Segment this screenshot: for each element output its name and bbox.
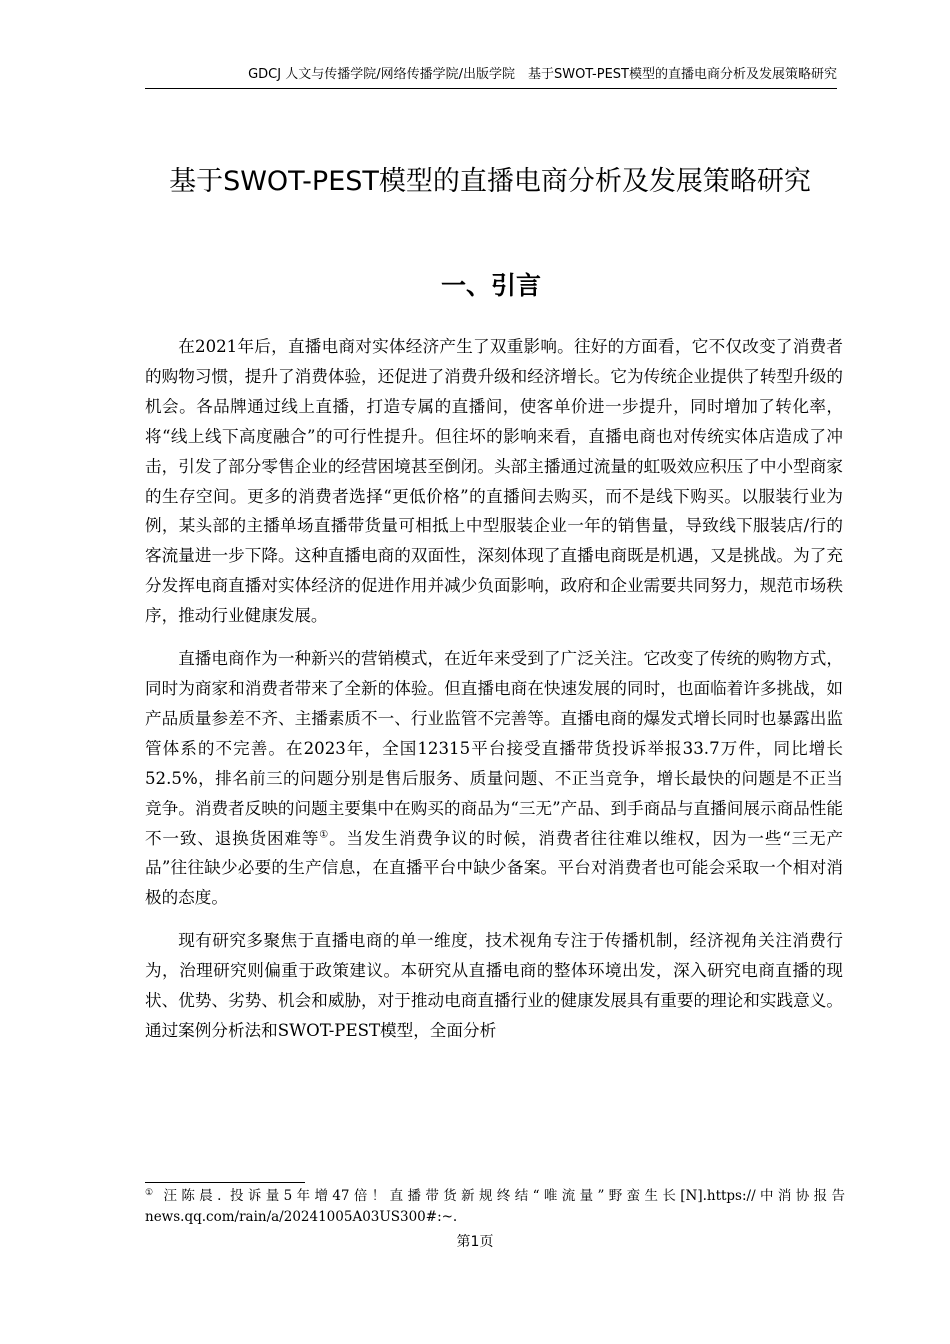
footnote-marker: ① xyxy=(145,1187,158,1198)
paragraph-2: 直播电商作为一种新兴的营销模式，在近年来受到了广泛关注。它改变了传统的购物方式，同时为商家和消费者带来了全新的体验。但直播电商在快速发展的同时，也面临着许多挑战，如产品质量参差不齐、主播素质不一、行业监管不完善等。直播电商的爆发式增长同时也暴露出监管体系的不完善。在2023年，全国12315平台接受直播带货投诉举报33.7万件，同比增长52.5%，排名前三的问题分别是售后服务、质量问题、不正当竞争，增长最快的问题是不正当竞争。消费者反映的问题主要集中在购买的商品为“三无”产品、到手商品与直播间展示商品性能不一致、退换货困难等①。当发生消费争议的时候，消费者往往难以维权，因为一些“三无产品”往往缺少必要的生产信息，在直播平台中缺少备案。平台对消费者也可能会采取一个相对消极的态度。 xyxy=(145,649,844,908)
body-text xyxy=(145,332,843,1046)
section-heading: 一、引言 xyxy=(440,271,541,300)
footnote-rule xyxy=(145,1182,305,1183)
footnote-reference[interactable]: ① xyxy=(319,828,330,840)
paragraph-1: 在2021年后，直播电商对实体经济产生了双重影响。往好的方面看，它不仅改变了消费者的购物习惯，提升了消费体验，还促进了消费升级和经济增长。它为传统企业提供了转型升级的机会。各品牌通过线上直播，打造专属的直播间，使客单价进一步提升，同时增加了转化率，将“线上线下高度融合”的可行性提升。但往坏的影响来看，直播电商也对传统实体店造成了冲击，引发了部分零售企业的经营困境甚至倒闭。头部主播通过流量的虹吸效应积压了中小型商家的生存空间。更多的消费者选择“更低价格”的直播间去购买，而不是线下购买。以服装行业为例，某头部的主播单场直播带货量可相抵上中型服装企业一年的销售量，导致线下服装店/行的客流量进一步下降。这种直播电商的双面性，深刻体现了直播电商既是机遇，又是挑战。为了充分发挥电商直播对实体经济的促进作用并减少负面影响，政府和企业需要共同努力，规范市场秩序，推动行业健康发展。 xyxy=(145,337,843,626)
paragraph-3: 现有研究多聚焦于直播电商的单一维度，技术视角专注于传播机制，经济视角关注消费行为，治理研究则偏重于政策建议。本研究从直播电商的整体环境出发，深入研究电商直播的现状、优势、劣势、机会和威胁，对于推动电商直播行业的健康发展具有重要的理论和实践意义。通过案例分析法和SWOT-PEST模型，全面分析 xyxy=(145,931,843,1040)
paragraph-2-text: 直播电商作为一种新兴的营销模式，在近年来受到了广泛关注。它改变了传统的购物方式，同时为商家和消费者带来了全新的体验。但直播电商在快速发展的同时，也面临着许多挑战，如产品质量参差不齐、主播素质不一、行业监管不完善等。直播电商的爆发式增长同时也暴露出监管体系的不完善。在2023年，全国12315平台接受直播带货投诉举报33.7万件，同比增长52.5%，排名前三的问题分别是售后服务、质量问题、不正当竞争，增长最快的问题是不正当竞争。消费者反映的问题主要集中在购买的商品为“三无”产品、到手商品与直播间展示商品性能不一致、退换货困难等 xyxy=(145,649,843,848)
footnote-text: 汪陈晨. 投诉量5年增47倍！直播带货新规终结“唯流量”野蛮生长[N].https://中消协报告news.qq.com/rain/a/20241005A03US300#:~. xyxy=(145,1188,845,1225)
running-header: GDCJ 人文与传播学院/网络传播学院/出版学院 基于SWOT-PEST模型的直播电商分析及发展策略研究 xyxy=(248,67,837,82)
header-rule xyxy=(145,88,837,89)
page-number: 第1页 xyxy=(456,1234,494,1250)
paragraph-2-continuation: 当发生消费争议的时候，消费者往往难以维权，因为一些“三无产品”往往缺少必要的生产信息，在直播平台中缺少备案。平台对消费者也可能会采取一个相对消极的态度。 xyxy=(145,828,844,908)
footnote xyxy=(145,1186,845,1228)
paper-title: 基于SWOT-PEST模型的直播电商分析及发展策略研究 xyxy=(169,166,811,197)
